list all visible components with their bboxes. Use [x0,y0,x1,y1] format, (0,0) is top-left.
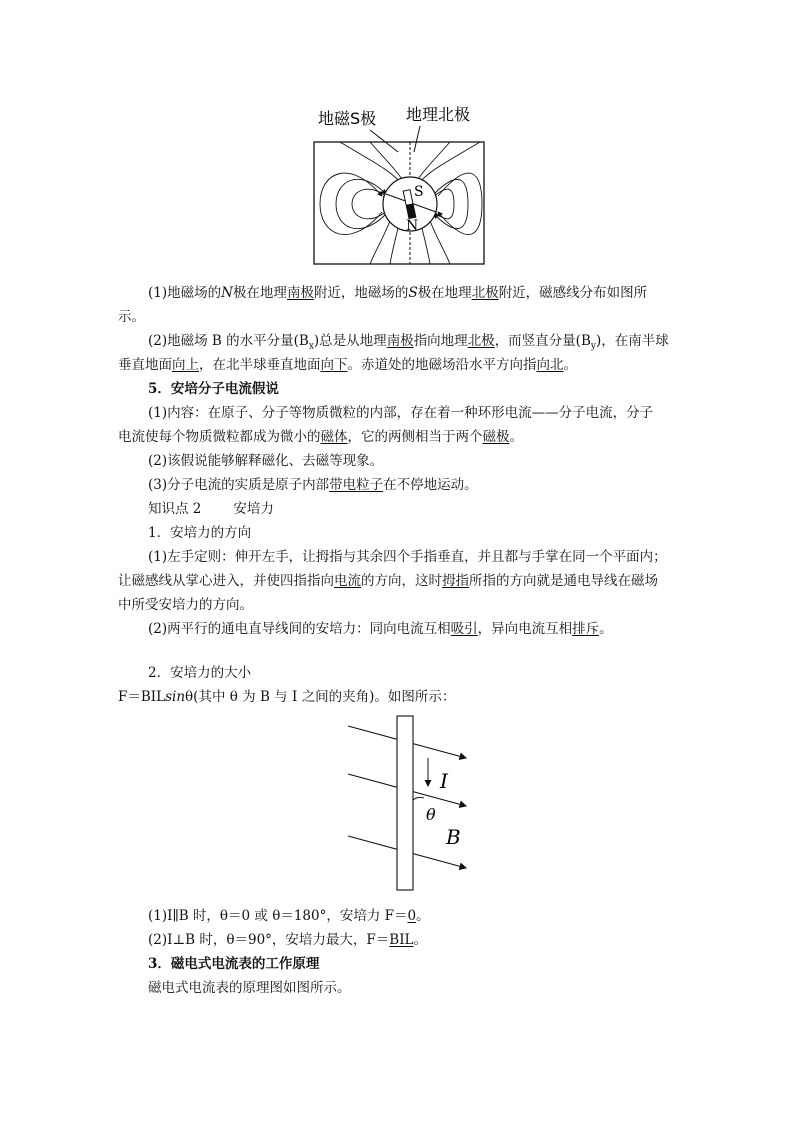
paragraph-5: (3)分子电流的实质是原子内部带电粒子在不停地运动。 [148,477,478,493]
heading-3: 3．磁电式电流表的工作原理 [148,956,320,972]
paragraph-10: (2)I⊥B 时，θ＝90°，安培力最大，F＝BIL。 [148,932,428,948]
paragraph-11: 磁电式电流表的原理图如图所示。 [148,980,351,996]
earth-field-diagram [310,100,490,270]
earth-magnetic-field-figure [310,100,490,270]
paragraph-3-line-1: (1)内容：在原子、分子等物质微粒的内部，存在着一种环形电流——分子电流，分子 [148,405,654,421]
heading-5: 5．安培分子电流假说 [148,381,279,397]
label-geographic-north: 地理北极 [406,105,471,124]
paragraph-1-line-2: 示。 [118,309,145,325]
label-magnetic-s-pole: 地磁S极 [318,109,377,128]
paragraph-2-line-1: (2)地磁场 B 的水平分量$(B_x)$总是从地理南极指向地理北极，而竖直分量$(B_y)$，在南半球 [148,333,669,352]
paragraph-6-line-1: (1)左手定则：伸开左手，让拇指与其余四个手指垂直，并且都与手掌在同一个平面内； [148,549,667,565]
paragraph-2-line-2: 垂直地面向上，在北半球垂直地面向下。赤道处的地磁场沿水平方向指向北。 [118,357,577,373]
paragraph-1-line-1: (1)地磁场的N极在地理南极附近，地磁场的S极在地理北极附近，磁感线分布如图所 [148,285,648,301]
heading-2: 2．安培力的大小 [148,665,252,681]
paragraph-8: F＝BILsinθ(其中 θ 为 B 与 I 之间的夹角)。如图所示： [118,689,456,705]
magnet-n-label: N [406,218,419,234]
paragraph-7: (2)两平行的通电直导线间的安培力：同向电流互相吸引，异向电流互相排斥。 [148,621,613,637]
field-label: B [446,825,461,849]
knowledge-point-2: 知识点 2 安培力 [148,501,274,517]
paragraph-6-line-2: 让磁感线从掌心进入，并使四指指向电流的方向，这时拇指所指的方向就是通电导线在磁场 [118,573,658,589]
current-label: I [440,769,448,793]
heading-1: 1．安培力的方向 [148,525,252,541]
paragraph-4: (2)该假说能够解释磁化、去磁等现象。 [148,453,384,469]
wire-in-field-figure [346,714,480,900]
paragraph-6-line-3: 中所受安培力的方向。 [118,597,253,613]
magnet-s-label: S [414,184,424,200]
paragraph-9: (1)I∥B 时，θ＝0 或 θ＝180°，安培力 F＝0。 [148,908,430,924]
ampere-force-diagram [346,714,480,900]
paragraph-3-line-2: 电流使每个物质微粒都成为微小的磁体，它的两侧相当于两个磁极。 [118,429,523,445]
angle-label: θ [426,805,436,824]
